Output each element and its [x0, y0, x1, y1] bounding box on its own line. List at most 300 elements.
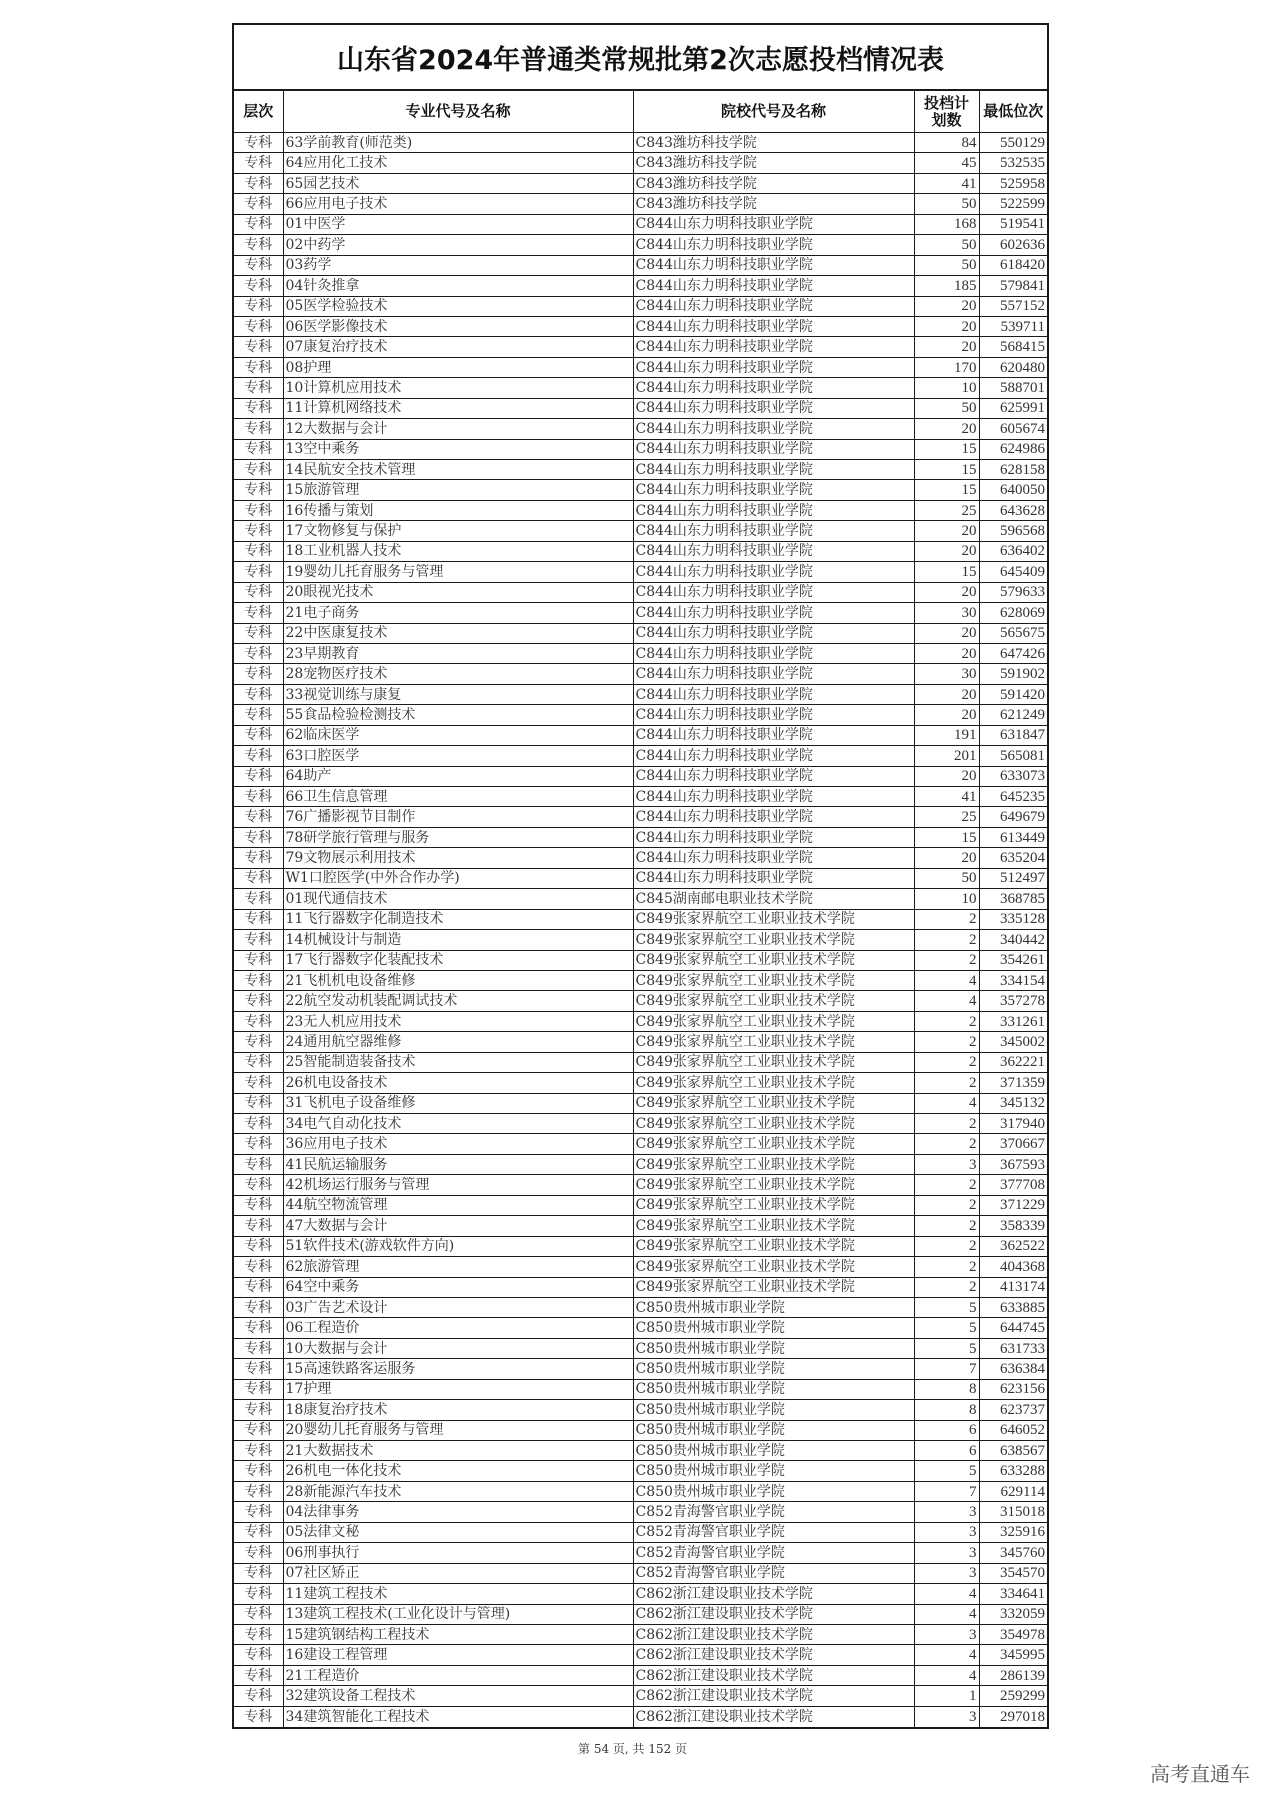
- cell-plan-count: 1: [914, 1686, 979, 1706]
- cell-school: C844山东力明科技职业学院: [633, 439, 914, 459]
- cell-plan-count: 2: [914, 1277, 979, 1297]
- cell-plan-count: 191: [914, 725, 979, 745]
- cell-min-rank: 354570: [979, 1563, 1047, 1583]
- cell-plan-count: 3: [914, 1502, 979, 1522]
- cell-min-rank: 335128: [979, 909, 1047, 929]
- cell-min-rank: 368785: [979, 889, 1047, 909]
- cell-level: 专科: [234, 1052, 283, 1072]
- cell-level: 专科: [234, 153, 283, 173]
- cell-min-rank: 371229: [979, 1195, 1047, 1215]
- cell-major: 21电子商务: [283, 603, 633, 623]
- cell-major: 04针灸推拿: [283, 276, 633, 296]
- cell-plan-count: 170: [914, 357, 979, 377]
- cell-plan-count: 41: [914, 787, 979, 807]
- cell-major: 63口腔医学: [283, 746, 633, 766]
- cell-plan-count: 20: [914, 766, 979, 786]
- cell-plan-count: 4: [914, 1604, 979, 1624]
- cell-school: C849张家界航空工业职业技术学院: [633, 1032, 914, 1052]
- cell-min-rank: 362221: [979, 1052, 1047, 1072]
- cell-min-rank: 345760: [979, 1543, 1047, 1563]
- cell-school: C844山东力明科技职业学院: [633, 787, 914, 807]
- cell-major: 62旅游管理: [283, 1257, 633, 1277]
- cell-level: 专科: [234, 521, 283, 541]
- table-row: [234, 909, 1047, 929]
- cell-school: C849张家界航空工业职业技术学院: [633, 1195, 914, 1215]
- cell-min-rank: 362522: [979, 1236, 1047, 1256]
- cell-min-rank: 628158: [979, 460, 1047, 480]
- cell-min-rank: 628069: [979, 603, 1047, 623]
- cell-plan-count: 5: [914, 1297, 979, 1317]
- cell-level: 专科: [234, 1461, 283, 1481]
- cell-major: 11计算机网络技术: [283, 398, 633, 418]
- cell-level: 专科: [234, 398, 283, 418]
- cell-plan-count: 2: [914, 1216, 979, 1236]
- table-body: [234, 133, 1047, 1727]
- table-row: [234, 807, 1047, 827]
- table-row: [234, 746, 1047, 766]
- cell-min-rank: 613449: [979, 827, 1047, 847]
- cell-major: 33视觉训练与康复: [283, 684, 633, 704]
- cell-school: C862浙江建设职业技术学院: [633, 1686, 914, 1706]
- cell-school: C850贵州城市职业学院: [633, 1461, 914, 1481]
- cell-level: 专科: [234, 1195, 283, 1215]
- cell-school: C849张家界航空工业职业技术学院: [633, 991, 914, 1011]
- cell-school: C850贵州城市职业学院: [633, 1359, 914, 1379]
- cell-major: 18工业机器人技术: [283, 541, 633, 561]
- cell-level: 专科: [234, 214, 283, 234]
- cell-major: 14民航安全技术管理: [283, 460, 633, 480]
- cell-min-rank: 633885: [979, 1297, 1047, 1317]
- cell-plan-count: 2: [914, 1257, 979, 1277]
- cell-major: 13空中乘务: [283, 439, 633, 459]
- cell-major: 32建筑设备工程技术: [283, 1686, 633, 1706]
- cell-major: 44航空物流管理: [283, 1195, 633, 1215]
- cell-level: 专科: [234, 1522, 283, 1542]
- table-row: [234, 705, 1047, 725]
- cell-school: C844山东力明科技职业学院: [633, 664, 914, 684]
- cell-min-rank: 645235: [979, 787, 1047, 807]
- cell-school: C852青海警官职业学院: [633, 1502, 914, 1522]
- cell-school: C844山东力明科技职业学院: [633, 848, 914, 868]
- table-row: [234, 133, 1047, 153]
- cell-major: 01中医学: [283, 214, 633, 234]
- cell-level: 专科: [234, 1645, 283, 1665]
- cell-major: 22航空发动机装配调试技术: [283, 991, 633, 1011]
- col-header-school: 院校代号及名称: [633, 91, 914, 133]
- cell-major: 15高速铁路客运服务: [283, 1359, 633, 1379]
- cell-min-rank: 357278: [979, 991, 1047, 1011]
- cell-major: 65园艺技术: [283, 173, 633, 193]
- cell-school: C843潍坊科技学院: [633, 153, 914, 173]
- cell-school: C844山东力明科技职业学院: [633, 827, 914, 847]
- cell-major: 19婴幼儿托育服务与管理: [283, 562, 633, 582]
- cell-school: C850贵州城市职业学院: [633, 1481, 914, 1501]
- cell-major: 66卫生信息管理: [283, 787, 633, 807]
- table-row: [234, 623, 1047, 643]
- cell-school: C844山东力明科技职业学院: [633, 460, 914, 480]
- cell-major: 15旅游管理: [283, 480, 633, 500]
- cell-major: 55食品检验检测技术: [283, 705, 633, 725]
- cell-school: C850贵州城市职业学院: [633, 1441, 914, 1461]
- cell-school: C862浙江建设职业技术学院: [633, 1706, 914, 1726]
- table-row: [234, 1502, 1047, 1522]
- cell-school: C852青海警官职业学院: [633, 1543, 914, 1563]
- cell-school: C844山东力明科技职业学院: [633, 582, 914, 602]
- cell-plan-count: 50: [914, 235, 979, 255]
- cell-min-rank: 633073: [979, 766, 1047, 786]
- cell-school: C849张家界航空工业职业技术学院: [633, 1114, 914, 1134]
- cell-level: 专科: [234, 1277, 283, 1297]
- cell-school: C850贵州城市职业学院: [633, 1338, 914, 1358]
- cell-min-rank: 645409: [979, 562, 1047, 582]
- cell-level: 专科: [234, 889, 283, 909]
- cell-plan-count: 50: [914, 255, 979, 275]
- cell-major: 17飞行器数字化装配技术: [283, 950, 633, 970]
- cell-major: 22中医康复技术: [283, 623, 633, 643]
- table-row: [234, 1154, 1047, 1174]
- cell-school: C844山东力明科技职业学院: [633, 623, 914, 643]
- table-row: [234, 1114, 1047, 1134]
- cell-plan-count: 45: [914, 153, 979, 173]
- table-row: [234, 398, 1047, 418]
- cell-min-rank: 358339: [979, 1216, 1047, 1236]
- cell-min-rank: 629114: [979, 1481, 1047, 1501]
- cell-plan-count: 84: [914, 133, 979, 153]
- cell-level: 专科: [234, 1134, 283, 1154]
- cell-major: 20眼视光技术: [283, 582, 633, 602]
- cell-level: 专科: [234, 1093, 283, 1113]
- cell-min-rank: 259299: [979, 1686, 1047, 1706]
- table-row: [234, 296, 1047, 316]
- cell-school: C862浙江建设职业技术学院: [633, 1584, 914, 1604]
- cell-plan-count: 2: [914, 950, 979, 970]
- cell-level: 专科: [234, 378, 283, 398]
- cell-major: 21工程造价: [283, 1665, 633, 1685]
- cell-school: C843潍坊科技学院: [633, 133, 914, 153]
- cell-plan-count: 50: [914, 398, 979, 418]
- cell-major: 11飞行器数字化制造技术: [283, 909, 633, 929]
- cell-level: 专科: [234, 1604, 283, 1624]
- admission-table: [234, 91, 1047, 1727]
- cell-school: C850贵州城市职业学院: [633, 1297, 914, 1317]
- cell-plan-count: 7: [914, 1359, 979, 1379]
- cell-major: 36应用电子技术: [283, 1134, 633, 1154]
- cell-min-rank: 568415: [979, 337, 1047, 357]
- table-row: [234, 214, 1047, 234]
- cell-level: 专科: [234, 500, 283, 520]
- cell-level: 专科: [234, 1236, 283, 1256]
- cell-school: C862浙江建设职业技术学院: [633, 1665, 914, 1685]
- cell-school: C844山东力明科技职业学院: [633, 276, 914, 296]
- cell-level: 专科: [234, 1706, 283, 1726]
- cell-min-rank: 334154: [979, 970, 1047, 990]
- cell-plan-count: 20: [914, 582, 979, 602]
- cell-plan-count: 3: [914, 1563, 979, 1583]
- cell-level: 专科: [234, 623, 283, 643]
- cell-major: 21大数据技术: [283, 1441, 633, 1461]
- cell-major: 64助产: [283, 766, 633, 786]
- cell-min-rank: 620480: [979, 357, 1047, 377]
- cell-school: C850贵州城市职业学院: [633, 1379, 914, 1399]
- cell-plan-count: 3: [914, 1706, 979, 1726]
- table-row: [234, 1379, 1047, 1399]
- cell-min-rank: 404368: [979, 1257, 1047, 1277]
- cell-min-rank: 331261: [979, 1011, 1047, 1031]
- table-row: [234, 276, 1047, 296]
- cell-level: 专科: [234, 541, 283, 561]
- cell-major: 10计算机应用技术: [283, 378, 633, 398]
- cell-min-rank: 624986: [979, 439, 1047, 459]
- watermark: 高考直通车: [1150, 1762, 1250, 1786]
- cell-plan-count: 20: [914, 521, 979, 541]
- table-row: [234, 1073, 1047, 1093]
- cell-plan-count: 15: [914, 480, 979, 500]
- cell-plan-count: 2: [914, 1032, 979, 1052]
- cell-school: C843潍坊科技学院: [633, 173, 914, 193]
- cell-level: 专科: [234, 582, 283, 602]
- table-row: [234, 419, 1047, 439]
- cell-min-rank: 596568: [979, 521, 1047, 541]
- cell-plan-count: 5: [914, 1338, 979, 1358]
- cell-level: 专科: [234, 276, 283, 296]
- cell-level: 专科: [234, 1481, 283, 1501]
- cell-school: C850贵州城市职业学院: [633, 1400, 914, 1420]
- cell-level: 专科: [234, 1563, 283, 1583]
- cell-major: 05法律文秘: [283, 1522, 633, 1542]
- cell-plan-count: 15: [914, 562, 979, 582]
- cell-min-rank: 345002: [979, 1032, 1047, 1052]
- table-row: [234, 970, 1047, 990]
- cell-major: 18康复治疗技术: [283, 1400, 633, 1420]
- cell-min-rank: 332059: [979, 1604, 1047, 1624]
- cell-major: 13建筑工程技术(工业化设计与管理): [283, 1604, 633, 1624]
- cell-level: 专科: [234, 1400, 283, 1420]
- cell-level: 专科: [234, 684, 283, 704]
- table-row: [234, 643, 1047, 663]
- cell-plan-count: 20: [914, 316, 979, 336]
- cell-school: C844山东力明科技职业学院: [633, 337, 914, 357]
- cell-level: 专科: [234, 1257, 283, 1277]
- cell-level: 专科: [234, 807, 283, 827]
- cell-plan-count: 20: [914, 705, 979, 725]
- cell-level: 专科: [234, 725, 283, 745]
- cell-plan-count: 4: [914, 1665, 979, 1685]
- table-row: [234, 1338, 1047, 1358]
- table-row: [234, 1175, 1047, 1195]
- cell-level: 专科: [234, 1441, 283, 1461]
- cell-plan-count: 6: [914, 1441, 979, 1461]
- table-row: [234, 766, 1047, 786]
- table-row: [234, 1665, 1047, 1685]
- table-header-row: [234, 91, 1047, 133]
- cell-major: 12大数据与会计: [283, 419, 633, 439]
- table-row: [234, 1011, 1047, 1031]
- cell-major: 28新能源汽车技术: [283, 1481, 633, 1501]
- cell-school: C862浙江建设职业技术学院: [633, 1645, 914, 1665]
- cell-min-rank: 317940: [979, 1114, 1047, 1134]
- cell-min-rank: 602636: [979, 235, 1047, 255]
- cell-plan-count: 15: [914, 439, 979, 459]
- table-row: [234, 1686, 1047, 1706]
- table-row: [234, 1216, 1047, 1236]
- cell-min-rank: 371359: [979, 1073, 1047, 1093]
- cell-min-rank: 621249: [979, 705, 1047, 725]
- cell-min-rank: 640050: [979, 480, 1047, 500]
- cell-school: C850贵州城市职业学院: [633, 1420, 914, 1440]
- cell-level: 专科: [234, 1032, 283, 1052]
- cell-level: 专科: [234, 460, 283, 480]
- cell-plan-count: 15: [914, 460, 979, 480]
- cell-school: C844山东力明科技职业学院: [633, 746, 914, 766]
- table-row: [234, 603, 1047, 623]
- cell-school: C862浙江建设职业技术学院: [633, 1624, 914, 1644]
- cell-min-rank: 297018: [979, 1706, 1047, 1726]
- table-row: [234, 480, 1047, 500]
- cell-major: 41民航运输服务: [283, 1154, 633, 1174]
- table-row: [234, 1522, 1047, 1542]
- cell-plan-count: 2: [914, 1052, 979, 1072]
- cell-plan-count: 20: [914, 848, 979, 868]
- cell-min-rank: 591420: [979, 684, 1047, 704]
- cell-plan-count: 20: [914, 643, 979, 663]
- cell-level: 专科: [234, 194, 283, 214]
- cell-school: C844山东力明科技职业学院: [633, 562, 914, 582]
- cell-min-rank: 367593: [979, 1154, 1047, 1174]
- cell-major: 14机械设计与制造: [283, 930, 633, 950]
- cell-min-rank: 633288: [979, 1461, 1047, 1481]
- cell-level: 专科: [234, 133, 283, 153]
- cell-plan-count: 4: [914, 1093, 979, 1113]
- table-row: [234, 541, 1047, 561]
- cell-min-rank: 649679: [979, 807, 1047, 827]
- cell-level: 专科: [234, 909, 283, 929]
- cell-school: C844山东力明科技职业学院: [633, 868, 914, 888]
- cell-level: 专科: [234, 1379, 283, 1399]
- cell-major: 15建筑钢结构工程技术: [283, 1624, 633, 1644]
- cell-min-rank: 315018: [979, 1502, 1047, 1522]
- table-row: [234, 255, 1047, 275]
- cell-major: 28宠物医疗技术: [283, 664, 633, 684]
- cell-major: 03广告艺术设计: [283, 1297, 633, 1317]
- cell-level: 专科: [234, 235, 283, 255]
- table-row: [234, 787, 1047, 807]
- cell-major: 26机电设备技术: [283, 1073, 633, 1093]
- table-row: [234, 1420, 1047, 1440]
- cell-school: C844山东力明科技职业学院: [633, 725, 914, 745]
- table-row: [234, 521, 1047, 541]
- cell-school: C844山东力明科技职业学院: [633, 419, 914, 439]
- table-row: [234, 889, 1047, 909]
- table-row: [234, 337, 1047, 357]
- admission-table-sheet: [232, 23, 1049, 1729]
- cell-major: 04法律事务: [283, 1502, 633, 1522]
- cell-level: 专科: [234, 1011, 283, 1031]
- cell-plan-count: 20: [914, 623, 979, 643]
- table-row: [234, 316, 1047, 336]
- cell-plan-count: 20: [914, 419, 979, 439]
- table-row: [234, 684, 1047, 704]
- cell-school: C849张家界航空工业职业技术学院: [633, 1236, 914, 1256]
- cell-level: 专科: [234, 664, 283, 684]
- cell-major: 42机场运行服务与管理: [283, 1175, 633, 1195]
- cell-level: 专科: [234, 1297, 283, 1317]
- cell-min-rank: 345995: [979, 1645, 1047, 1665]
- cell-plan-count: 3: [914, 1543, 979, 1563]
- cell-level: 专科: [234, 316, 283, 336]
- table-row: [234, 153, 1047, 173]
- cell-school: C849张家界航空工业职业技术学院: [633, 950, 914, 970]
- cell-level: 专科: [234, 1665, 283, 1685]
- cell-min-rank: 636402: [979, 541, 1047, 561]
- cell-min-rank: 550129: [979, 133, 1047, 153]
- cell-major: 16建设工程管理: [283, 1645, 633, 1665]
- cell-school: C849张家界航空工业职业技术学院: [633, 1093, 914, 1113]
- table-row: [234, 1624, 1047, 1644]
- table-row: [234, 173, 1047, 193]
- cell-school: C849张家界航空工业职业技术学院: [633, 970, 914, 990]
- cell-major: 26机电一体化技术: [283, 1461, 633, 1481]
- cell-plan-count: 20: [914, 684, 979, 704]
- cell-plan-count: 185: [914, 276, 979, 296]
- table-row: [234, 1052, 1047, 1072]
- cell-plan-count: 3: [914, 1154, 979, 1174]
- cell-plan-count: 5: [914, 1461, 979, 1481]
- cell-min-rank: 522599: [979, 194, 1047, 214]
- cell-major: 21飞机机电设备维修: [283, 970, 633, 990]
- col-header-level: 层次: [234, 91, 283, 133]
- cell-school: C849张家界航空工业职业技术学院: [633, 1154, 914, 1174]
- cell-school: C844山东力明科技职业学院: [633, 214, 914, 234]
- cell-plan-count: 2: [914, 909, 979, 929]
- table-row: [234, 1400, 1047, 1420]
- cell-plan-count: 4: [914, 1584, 979, 1604]
- table-row: [234, 500, 1047, 520]
- cell-school: C844山东力明科技职业学院: [633, 398, 914, 418]
- cell-min-rank: 354978: [979, 1624, 1047, 1644]
- table-row: [234, 725, 1047, 745]
- cell-plan-count: 50: [914, 868, 979, 888]
- table-row: [234, 1032, 1047, 1052]
- cell-level: 专科: [234, 848, 283, 868]
- table-row: [234, 1195, 1047, 1215]
- cell-major: 76广播影视节目制作: [283, 807, 633, 827]
- cell-major: 06工程造价: [283, 1318, 633, 1338]
- table-row: [234, 562, 1047, 582]
- table-row: [234, 1257, 1047, 1277]
- cell-school: C849张家界航空工业职业技术学院: [633, 1134, 914, 1154]
- cell-plan-count: 2: [914, 1011, 979, 1031]
- cell-level: 专科: [234, 357, 283, 377]
- cell-min-rank: 377708: [979, 1175, 1047, 1195]
- table-row: [234, 1318, 1047, 1338]
- cell-major: 05医学检验技术: [283, 296, 633, 316]
- cell-major: 34建筑智能化工程技术: [283, 1706, 633, 1726]
- table-row: [234, 235, 1047, 255]
- cell-min-rank: 636384: [979, 1359, 1047, 1379]
- col-header-major: 专业代号及名称: [283, 91, 633, 133]
- cell-plan-count: 20: [914, 296, 979, 316]
- cell-min-rank: 565675: [979, 623, 1047, 643]
- cell-plan-count: 3: [914, 1522, 979, 1542]
- cell-major: 79文物展示利用技术: [283, 848, 633, 868]
- cell-plan-count: 50: [914, 194, 979, 214]
- cell-school: C844山东力明科技职业学院: [633, 357, 914, 377]
- cell-plan-count: 2: [914, 930, 979, 950]
- cell-major: 08护理: [283, 357, 633, 377]
- cell-level: 专科: [234, 1584, 283, 1604]
- cell-plan-count: 2: [914, 1195, 979, 1215]
- cell-level: 专科: [234, 868, 283, 888]
